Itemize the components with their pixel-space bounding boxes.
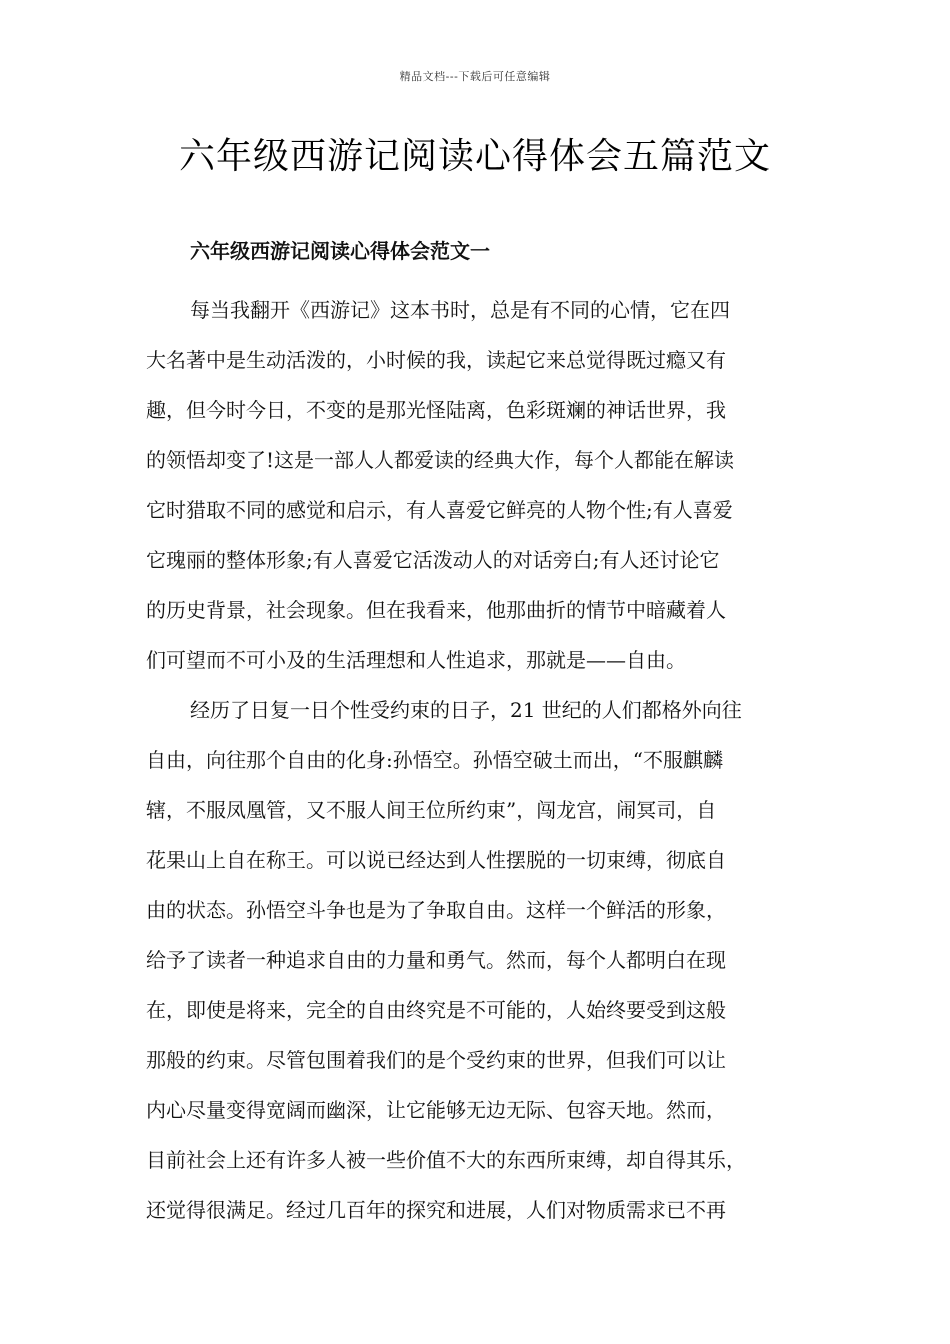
text-line: 目前社会上还有许多人被一些价值不大的东西所束缚，却自得其乐，	[146, 1148, 746, 1172]
body-text	[146, 285, 826, 1235]
text-line: 辖，不服凤凰管，又不服人间王位所约束”，闯龙宫，闹冥司，自	[146, 798, 717, 822]
text-line: 那般的约束。尽管包围着我们的是个受约束的世界，但我们可以让	[146, 1048, 726, 1072]
text-line: 的领悟却变了!这是一部人人都爱读的经典大作，每个人都能在解读	[146, 448, 735, 472]
text-line: 在，即使是将来，完全的自由终究是不可能的，人始终要受到这般	[146, 998, 726, 1022]
text-line: 们可望而不可小及的生活理想和人性追求，那就是——自由。	[146, 648, 686, 672]
document-title: 六年级西游记阅读心得体会五篇范文	[178, 136, 771, 177]
text-line: 它时猎取不同的感觉和启示，有人喜爱它鲜亮的人物个性;有人喜爱	[146, 498, 733, 522]
header-note: 精品文档---下载后可任意编辑	[399, 70, 551, 83]
text-line: 内心尽量变得宽阔而幽深，让它能够无边无际、包容天地。然而，	[146, 1098, 726, 1122]
text-line: 由的状态。孙悟空斗争也是为了争取自由。这样一个鲜活的形象，	[146, 898, 726, 922]
text-line: 它瑰丽的整体形象;有人喜爱它活泼动人的对话旁白;有人还讨论它	[146, 548, 720, 572]
text-line: 自由，向往那个自由的化身:孙悟空。孙悟空破土而出，“不服麒麟	[146, 748, 723, 772]
text-line: 经历了日复一日个性受约束的日子，21 世纪的人们都格外向往	[190, 698, 742, 722]
text-line: 大名著中是生动活泼的，小时候的我，读起它来总觉得既过瘾又有	[146, 348, 726, 372]
text-line: 花果山上自在称王。可以说已经达到人性摆脱的一切束缚，彻底自	[146, 848, 726, 872]
section-heading: 六年级西游记阅读心得体会范文一	[190, 239, 490, 263]
text-line: 还觉得很满足。经过几百年的探究和进展，人们对物质需求已不再	[146, 1198, 726, 1222]
text-line: 的历史背景，社会现象。但在我看来，他那曲折的情节中暗藏着人	[146, 598, 726, 622]
text-line: 给予了读者一种追求自由的力量和勇气。然而，每个人都明白在现	[146, 948, 726, 972]
text-line: 趣，但今时今日，不变的是那光怪陆离，色彩斑斓的神话世界，我	[146, 398, 726, 422]
text-line: 每当我翻开《西游记》这本书时，总是有不同的心情，它在四	[190, 298, 730, 322]
